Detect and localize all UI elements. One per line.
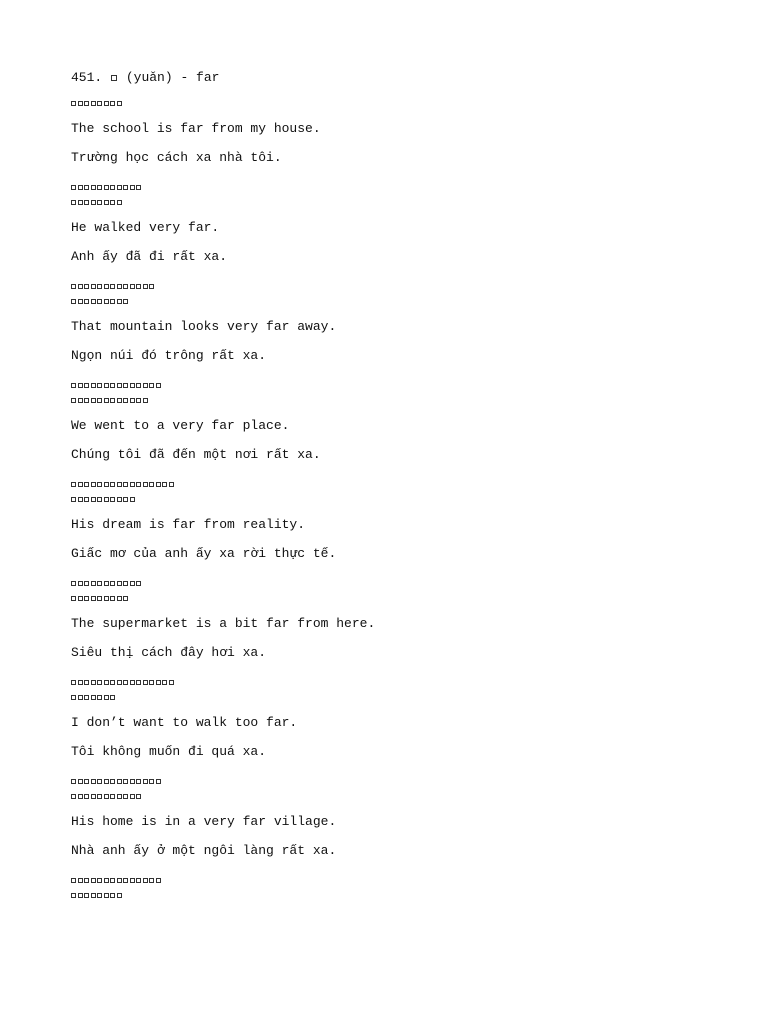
missing-glyph-icon: [71, 284, 76, 289]
missing-glyph-icon: [78, 794, 83, 799]
missing-glyph-icon: [104, 497, 109, 502]
english-sentence: The supermarket is a bit far from here.: [71, 616, 376, 631]
document-page: [71, 70, 751, 913]
entry-number: 451.: [71, 70, 103, 85]
chinese-text-line: [71, 591, 751, 606]
missing-glyph-icon: [104, 779, 109, 784]
missing-glyph-icon: [78, 398, 83, 403]
missing-glyph-icon: [84, 581, 89, 586]
missing-glyph-icon: [136, 383, 141, 388]
missing-glyph-icon: [84, 596, 89, 601]
missing-glyph-icon: [136, 185, 141, 190]
trailing-chinese-lines: [71, 873, 751, 903]
missing-glyph-icon: [91, 581, 96, 586]
missing-glyph-icon: [136, 779, 141, 784]
missing-glyph-icon: [110, 794, 115, 799]
missing-glyph-icon: [104, 794, 109, 799]
missing-glyph-icon: [71, 398, 76, 403]
missing-glyph-icon: [71, 893, 76, 898]
missing-glyph-icon: [110, 284, 115, 289]
missing-glyph-icon: [143, 779, 148, 784]
missing-glyph-icon: [71, 299, 76, 304]
missing-glyph-icon: [84, 185, 89, 190]
missing-glyph-icon: [91, 284, 96, 289]
missing-glyph-icon: [149, 878, 154, 883]
example-entry: [71, 576, 751, 661]
missing-glyph-icon: [117, 581, 122, 586]
missing-glyph-icon: [123, 185, 128, 190]
missing-glyph-icon: [123, 383, 128, 388]
chinese-text-line: [71, 774, 751, 789]
missing-glyph-icon: [169, 482, 174, 487]
chinese-sentence: [71, 576, 751, 606]
vietnamese-sentence: Trường học cách xa nhà tôi.: [71, 150, 282, 165]
missing-glyph-icon: [149, 383, 154, 388]
missing-glyph-icon: [130, 779, 135, 784]
missing-glyph-icon: [123, 299, 128, 304]
missing-glyph-icon: [123, 398, 128, 403]
chinese-text-line: [71, 279, 751, 294]
missing-glyph-icon: [97, 299, 102, 304]
vietnamese-sentence: Nhà anh ấy ở một ngôi làng rất xa.: [71, 843, 337, 858]
english-sentence: His home is in a very far village.: [71, 814, 337, 829]
missing-glyph-icon: [84, 482, 89, 487]
english-sentence: He walked very far.: [71, 220, 220, 235]
missing-glyph-icon: [123, 284, 128, 289]
example-entry: [71, 675, 751, 760]
chinese-text-line: [71, 873, 751, 888]
missing-glyph-icon: [91, 185, 96, 190]
missing-glyph-icon: [104, 299, 109, 304]
missing-glyph-icon: [71, 383, 76, 388]
missing-glyph-icon: [78, 299, 83, 304]
missing-glyph-icon: [84, 695, 89, 700]
missing-glyph-icon: [84, 101, 89, 106]
chinese-text-line: [71, 690, 751, 705]
missing-glyph-icon: [117, 794, 122, 799]
missing-glyph-icon: [143, 878, 148, 883]
missing-glyph-icon: [123, 581, 128, 586]
chinese-text-line: [71, 675, 751, 690]
missing-glyph-icon: [123, 497, 128, 502]
chinese-text-line: [71, 888, 751, 903]
missing-glyph-icon: [117, 893, 122, 898]
missing-glyph-icon: [97, 680, 102, 685]
missing-glyph-icon: [110, 596, 115, 601]
missing-glyph-icon: [97, 383, 102, 388]
missing-glyph-icon: [110, 779, 115, 784]
missing-glyph-icon: [97, 398, 102, 403]
missing-glyph-icon: [110, 101, 115, 106]
missing-glyph-icon: [104, 200, 109, 205]
missing-glyph-icon: [104, 695, 109, 700]
missing-glyph-icon: [91, 680, 96, 685]
missing-glyph-icon: [117, 101, 122, 106]
missing-glyph-icon: [143, 383, 148, 388]
missing-glyph-icon: [71, 200, 76, 205]
missing-glyph-icon: [97, 482, 102, 487]
missing-glyph-icon: [78, 596, 83, 601]
missing-glyph-icon: [91, 794, 96, 799]
missing-glyph-icon: [130, 497, 135, 502]
missing-glyph-icon: [78, 284, 83, 289]
missing-glyph-icon: [84, 200, 89, 205]
missing-glyph-icon: [78, 893, 83, 898]
missing-glyph-icon: [78, 482, 83, 487]
missing-glyph-icon: [130, 878, 135, 883]
missing-glyph-icon: [91, 779, 96, 784]
chinese-sentence: [71, 774, 751, 804]
missing-glyph-icon: [104, 680, 109, 685]
missing-glyph-icon: [84, 779, 89, 784]
example-entry: [71, 121, 751, 166]
missing-glyph-icon: [91, 482, 96, 487]
missing-glyph-icon: [104, 383, 109, 388]
missing-glyph-icon: [162, 680, 167, 685]
english-sentence: The school is far from my house.: [71, 121, 321, 136]
english-sentence: We went to a very far place.: [71, 418, 290, 433]
missing-glyph-icon: [84, 680, 89, 685]
missing-glyph-icon: [123, 878, 128, 883]
missing-glyph-icon: [84, 299, 89, 304]
missing-glyph-icon: [104, 893, 109, 898]
missing-glyph-icon: [78, 383, 83, 388]
missing-glyph-icon: [117, 299, 122, 304]
missing-glyph-icon: [71, 581, 76, 586]
missing-glyph-icon: [130, 284, 135, 289]
missing-glyph-icon: [136, 398, 141, 403]
missing-glyph-icon: [117, 596, 122, 601]
missing-glyph-icon: [71, 794, 76, 799]
missing-glyph-icon: [84, 497, 89, 502]
missing-glyph-icon: [97, 779, 102, 784]
missing-glyph-icon: [97, 581, 102, 586]
missing-glyph-icon: [143, 680, 148, 685]
missing-glyph-icon: [78, 101, 83, 106]
missing-glyph-icon: [91, 878, 96, 883]
missing-glyph-icon: [110, 893, 115, 898]
missing-glyph-icon: [130, 482, 135, 487]
example-list: [71, 121, 751, 859]
missing-glyph-icon: [91, 200, 96, 205]
missing-glyph-icon: [104, 596, 109, 601]
missing-glyph-icon: [84, 383, 89, 388]
chinese-sentence: [71, 675, 751, 705]
missing-glyph-icon: [91, 695, 96, 700]
missing-glyph-icon: [104, 482, 109, 487]
chinese-text-line: [71, 393, 751, 408]
missing-glyph-icon: [117, 779, 122, 784]
vietnamese-sentence: Anh ấy đã đi rất xa.: [71, 249, 228, 264]
missing-glyph-icon: [123, 680, 128, 685]
chinese-text-line: [71, 294, 751, 309]
missing-glyph-icon: [91, 101, 96, 106]
missing-glyph-icon: [97, 284, 102, 289]
missing-glyph-icon: [156, 779, 161, 784]
missing-glyph-icon: [123, 794, 128, 799]
missing-glyph-icon: [97, 794, 102, 799]
missing-glyph-icon: [110, 581, 115, 586]
entry-heading: [71, 70, 751, 86]
missing-glyph-icon: [97, 596, 102, 601]
missing-glyph-icon: [110, 482, 115, 487]
missing-glyph-icon: [156, 383, 161, 388]
chinese-text-line: [71, 789, 751, 804]
example-entry: [71, 279, 751, 364]
missing-glyph-icon: [84, 893, 89, 898]
missing-glyph-icon: [91, 299, 96, 304]
missing-glyph-icon: [71, 497, 76, 502]
missing-glyph-icon: [104, 284, 109, 289]
missing-glyph-icon: [91, 596, 96, 601]
missing-glyph-icon: [149, 680, 154, 685]
missing-glyph-icon: [117, 284, 122, 289]
chinese-sentence: [71, 477, 751, 507]
chinese-sentence: [71, 279, 751, 309]
missing-glyph-icon: [78, 185, 83, 190]
chinese-text-line: [71, 378, 751, 393]
missing-glyph-icon: [97, 893, 102, 898]
missing-glyph-icon: [130, 680, 135, 685]
missing-glyph-icon: [117, 482, 122, 487]
missing-glyph-icon: [136, 581, 141, 586]
missing-glyph-icon: [97, 878, 102, 883]
missing-glyph-icon: [71, 878, 76, 883]
missing-glyph-icon: [104, 185, 109, 190]
missing-glyph-icon: [104, 101, 109, 106]
example-entry: [71, 774, 751, 859]
vietnamese-sentence: Ngọn núi đó trông rất xa.: [71, 348, 267, 363]
missing-glyph-icon: [156, 878, 161, 883]
missing-glyph-icon: [117, 185, 122, 190]
missing-glyph-icon: [156, 680, 161, 685]
missing-glyph-icon: [71, 779, 76, 784]
missing-glyph-icon: [97, 101, 102, 106]
missing-glyph-icon: [91, 497, 96, 502]
missing-glyph-icon: [104, 398, 109, 403]
missing-glyph-icon: [117, 383, 122, 388]
missing-glyph-icon: [117, 200, 122, 205]
intro-chinese-line: [71, 96, 751, 111]
missing-glyph-icon: [78, 581, 83, 586]
vietnamese-sentence: Tôi không muốn đi quá xa.: [71, 744, 267, 759]
missing-glyph-icon: [130, 383, 135, 388]
missing-glyph-icon: [143, 398, 148, 403]
example-entry: [71, 180, 751, 265]
missing-glyph-icon: [136, 284, 141, 289]
missing-glyph-icon: [136, 482, 141, 487]
missing-glyph-icon: [78, 200, 83, 205]
missing-glyph-icon: [149, 284, 154, 289]
missing-glyph-icon: [71, 482, 76, 487]
missing-glyph-icon: [169, 680, 174, 685]
vietnamese-sentence: Chúng tôi đã đến một nơi rất xa.: [71, 447, 321, 462]
missing-glyph-icon: [110, 695, 115, 700]
english-sentence: That mountain looks very far away.: [71, 319, 337, 334]
chinese-text-line: [71, 180, 751, 195]
missing-glyph-icon: [97, 185, 102, 190]
missing-glyph-icon: [71, 185, 76, 190]
missing-glyph-icon: [110, 497, 115, 502]
missing-glyph-icon: [130, 185, 135, 190]
chinese-sentence: [71, 180, 751, 210]
missing-glyph-icon: [104, 581, 109, 586]
missing-glyph-icon: [78, 680, 83, 685]
missing-glyph-icon: [97, 200, 102, 205]
missing-glyph-icon: [130, 794, 135, 799]
missing-glyph-icon: [123, 482, 128, 487]
missing-glyph-icon: [149, 482, 154, 487]
entry-pinyin: (yuǎn) - far: [125, 70, 220, 85]
missing-glyph-icon: [130, 398, 135, 403]
missing-glyph-icon: [84, 398, 89, 403]
chinese-text-line: [71, 477, 751, 492]
missing-glyph-icon: [84, 284, 89, 289]
missing-glyph-icon: [110, 185, 115, 190]
example-entry: [71, 477, 751, 562]
missing-glyph-icon: [104, 878, 109, 883]
chinese-text-line: [71, 492, 751, 507]
missing-glyph-icon: [111, 75, 117, 81]
missing-glyph-icon: [123, 779, 128, 784]
missing-glyph-icon: [91, 383, 96, 388]
missing-glyph-icon: [143, 482, 148, 487]
chinese-text-line: [71, 195, 751, 210]
vietnamese-sentence: Giấc mơ của anh ấy xa rời thực tế.: [71, 546, 337, 561]
chinese-text-line: [71, 96, 751, 111]
missing-glyph-icon: [91, 893, 96, 898]
missing-glyph-icon: [84, 794, 89, 799]
missing-glyph-icon: [71, 596, 76, 601]
missing-glyph-icon: [130, 581, 135, 586]
missing-glyph-icon: [117, 497, 122, 502]
vietnamese-sentence: Siêu thị cách đây hơi xa.: [71, 645, 267, 660]
missing-glyph-icon: [136, 878, 141, 883]
missing-glyph-icon: [110, 299, 115, 304]
missing-glyph-icon: [162, 482, 167, 487]
missing-glyph-icon: [78, 878, 83, 883]
missing-glyph-icon: [71, 695, 76, 700]
missing-glyph-icon: [143, 284, 148, 289]
chinese-sentence: [71, 378, 751, 408]
missing-glyph-icon: [97, 497, 102, 502]
english-sentence: I don’t want to walk too far.: [71, 715, 298, 730]
missing-glyph-icon: [78, 779, 83, 784]
missing-glyph-icon: [136, 680, 141, 685]
missing-glyph-icon: [110, 398, 115, 403]
chinese-text-line: [71, 576, 751, 591]
missing-glyph-icon: [156, 482, 161, 487]
english-sentence: His dream is far from reality.: [71, 517, 306, 532]
missing-glyph-icon: [136, 794, 141, 799]
missing-glyph-icon: [84, 878, 89, 883]
missing-glyph-icon: [110, 878, 115, 883]
missing-glyph-icon: [117, 680, 122, 685]
missing-glyph-icon: [71, 680, 76, 685]
missing-glyph-icon: [123, 596, 128, 601]
missing-glyph-icon: [97, 695, 102, 700]
missing-glyph-icon: [71, 101, 76, 106]
missing-glyph-icon: [149, 779, 154, 784]
missing-glyph-icon: [117, 878, 122, 883]
example-entry: [71, 378, 751, 463]
missing-glyph-icon: [78, 695, 83, 700]
missing-glyph-icon: [91, 398, 96, 403]
missing-glyph-icon: [78, 497, 83, 502]
missing-glyph-icon: [117, 398, 122, 403]
missing-glyph-icon: [110, 680, 115, 685]
missing-glyph-icon: [110, 200, 115, 205]
missing-glyph-icon: [110, 383, 115, 388]
